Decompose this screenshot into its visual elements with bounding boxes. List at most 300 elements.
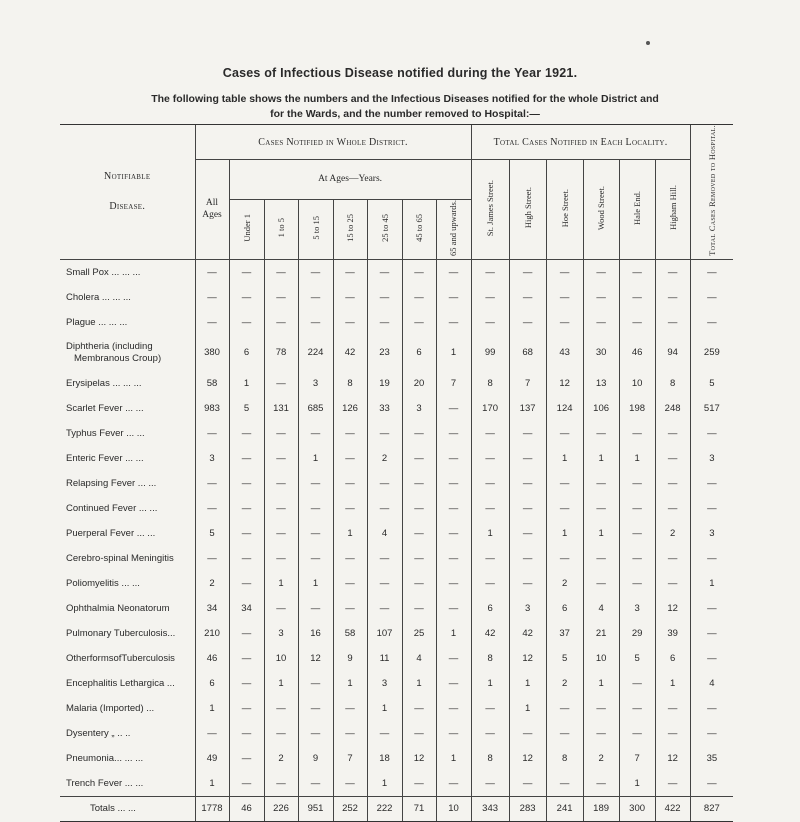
table-cell: — [509,571,546,596]
disease-name: Continued Fever ... ... [66,502,158,514]
removed-header-text: Total Cases Removed to Hospital. [706,125,717,256]
table-cell: — [509,310,546,335]
table-cell: 3 [619,596,655,621]
table-cell: — [229,496,264,521]
table-cell: 78 [264,335,298,371]
table-cell: 1 [583,446,619,471]
table-cell: — [655,721,690,746]
table-cell: 983 [195,396,229,421]
table-cell: — [229,259,264,285]
table-cell: 343 [471,796,509,821]
table-cell: 1 [509,696,546,721]
table-cell: — [298,596,333,621]
table-cell: 5 [619,646,655,671]
table-cell: — [264,471,298,496]
table-row [60,471,733,496]
disease-name: Plague ... ... ... [66,316,128,328]
table-cell: 685 [298,396,333,421]
table-cell: — [583,721,619,746]
age-header-65-upwards [436,199,471,259]
table-cell: 1 [619,446,655,471]
table-cell: — [471,546,509,571]
table-cell: — [367,546,402,571]
table-cell: 13 [583,371,619,396]
table-cell: 1 [367,696,402,721]
table-cell: 9 [298,746,333,771]
table-cell: — [264,371,298,396]
table-cell: 10 [583,646,619,671]
table-cell: 380 [195,335,229,371]
table-cell: — [298,546,333,571]
table-cell: — [333,310,367,335]
table-cell: 1 [195,696,229,721]
table-cell: 94 [655,335,690,371]
table-cell: — [436,421,471,446]
table-cell: 12 [509,646,546,671]
page-title: Cases of Infectious Disease notified during the Year 1921. [222,66,578,80]
table-cell: — [436,471,471,496]
disease-name: Puerperal Fever ... ... [66,527,156,539]
disease-name: Typhus Fever ... ... [66,427,145,439]
table-cell: 2 [655,521,690,546]
totals-label: Totals ... ... [60,796,195,821]
table-cell: — [298,696,333,721]
table-cell: 252 [333,796,367,821]
table-cell: 71 [402,796,436,821]
table-cell: 1 [298,446,333,471]
table-cell: — [546,546,583,571]
table-cell: 8 [471,371,509,396]
table-cell: — [402,596,436,621]
table-cell: — [655,259,690,285]
table-row [60,310,733,335]
table-cell: — [690,721,733,746]
page-subtitle [60,92,750,122]
table-cell: — [509,259,546,285]
table-cell: — [229,621,264,646]
table-cell: 3 [690,521,733,546]
table-cell: — [264,521,298,546]
table-cell: 5 [546,646,583,671]
table-cell: 10 [436,796,471,821]
disease-name-line-2: Membranous Croup) [74,352,162,364]
table-cell: — [436,285,471,310]
table-row [60,571,733,596]
table-cell: 1 [509,671,546,696]
table-cell: — [583,696,619,721]
disease-header-top: Notifiable [104,170,151,182]
table-cell: — [471,571,509,596]
table-cell: — [264,546,298,571]
table-cell: 7 [619,746,655,771]
table-cell: — [583,771,619,797]
table-cell: 224 [298,335,333,371]
table-cell: — [583,496,619,521]
table-cell: 68 [509,335,546,371]
table-cell: 19 [367,371,402,396]
table-cell: — [298,771,333,797]
table-cell: — [509,546,546,571]
table-cell: 8 [546,746,583,771]
table-cell: — [546,721,583,746]
disease-name: Pneumonia... ... ... [66,752,144,764]
table-cell: — [690,696,733,721]
table-cell: — [546,310,583,335]
table-cell: 1 [367,771,402,797]
table-cell: 3 [402,396,436,421]
table-cell: — [367,421,402,446]
table-cell: — [367,596,402,621]
table-cell: — [436,596,471,621]
locality-label: Hoe Street. [559,188,570,228]
locality-header-higham-hill [655,160,690,260]
table-row [60,259,733,285]
age-header-15-to-25 [333,199,367,259]
disease-name: Enteric Fever ... ... [66,452,144,464]
table-cell: — [619,571,655,596]
locality-label: Higham Hill. [667,185,678,231]
table-cell: — [298,496,333,521]
table-row [60,421,733,446]
locality-label: Wood Street. [596,185,607,230]
subtitle-line-2: for the Wards, and the number removed to Hospital:— [270,108,540,120]
table-cell: — [195,496,229,521]
table-cell: — [583,421,619,446]
table-cell: — [546,496,583,521]
table-cell: 1 [655,671,690,696]
table-cell: — [333,771,367,797]
table-cell: — [229,310,264,335]
table-cell: — [471,696,509,721]
age-header-25-to-45 [367,199,402,259]
table-cell: — [436,721,471,746]
table-cell: — [690,496,733,521]
table-cell: — [229,421,264,446]
table-cell: — [471,471,509,496]
table-cell: — [264,721,298,746]
table-cell: — [583,285,619,310]
table-cell: 4 [690,671,733,696]
table-cell: — [333,285,367,310]
disease-name: Ophthalmia Neonatorum [66,602,170,614]
table-cell: 6 [195,671,229,696]
table-cell: 259 [690,335,733,371]
table-row [60,371,733,396]
table-cell: 1 [195,771,229,797]
table-cell: 210 [195,621,229,646]
disease-name: Pulmonary Tuberculosis... [66,627,176,639]
table-cell: — [333,259,367,285]
locality-label: High Street. [522,187,533,229]
table-cell: 42 [471,621,509,646]
table-cell: — [436,496,471,521]
at-ages-header: At Ages—Years. [229,160,471,200]
table-cell: — [619,259,655,285]
table-cell: 2 [546,571,583,596]
table-cell: — [619,496,655,521]
all-ages-header [195,160,229,260]
table-cell: 3 [264,621,298,646]
table-cell: — [229,696,264,721]
table-cell: 8 [655,371,690,396]
infectious-disease-table [60,124,733,822]
table-cell: — [402,496,436,521]
table-cell: 189 [583,796,619,821]
table-cell: 3 [298,371,333,396]
table-cell: — [619,671,655,696]
table-cell: 11 [367,646,402,671]
printed-dot-mark [646,41,650,45]
table-cell: — [619,696,655,721]
table-cell: — [367,259,402,285]
table-cell: — [333,571,367,596]
disease-name: Cerebro-spinal Meningitis [66,552,174,564]
table-cell: — [655,421,690,446]
table-cell: — [333,546,367,571]
table-cell: — [264,310,298,335]
table-row [60,285,733,310]
table-cell: — [436,310,471,335]
table-cell: — [509,771,546,797]
table-cell: 18 [367,746,402,771]
table-cell: 39 [655,621,690,646]
age-label: 15 to 25 [345,213,355,242]
disease-name: Poliomyelitis ... ... [66,577,140,589]
table-row [60,335,733,371]
table-cell: — [436,259,471,285]
table-cell: 1 [546,521,583,546]
table-cell: — [195,421,229,446]
table-cell: 33 [367,396,402,421]
disease-name: Relapsing Fever ... ... [66,477,157,489]
table-cell: 131 [264,396,298,421]
age-label: 25 to 45 [379,213,390,242]
table-cell: — [690,771,733,797]
table-cell: — [583,571,619,596]
age-label: 1 to 5 [276,218,286,238]
table-cell: — [264,596,298,621]
table-cell: — [436,771,471,797]
table-cell: 4 [367,521,402,546]
table-cell: 1 [436,746,471,771]
table-cell: — [655,546,690,571]
table-cell: — [195,471,229,496]
table-cell: — [655,771,690,797]
table-cell: — [298,259,333,285]
table-cell: — [690,546,733,571]
table-cell: 126 [333,396,367,421]
table-cell: 46 [619,335,655,371]
table-cell: 2 [195,571,229,596]
table-cell: 2 [367,446,402,471]
table-row [60,646,733,671]
table-cell: — [402,571,436,596]
table-cell: 137 [509,396,546,421]
table-cell: 4 [402,646,436,671]
table-cell: — [471,285,509,310]
table-cell: — [264,421,298,446]
table-cell: — [436,446,471,471]
table-cell: — [264,496,298,521]
locality-label: Hale End. [632,190,643,225]
table-cell: 2 [264,746,298,771]
table-cell: 283 [509,796,546,821]
table-cell: — [583,546,619,571]
table-cell: — [619,721,655,746]
table-cell: — [655,310,690,335]
age-label: Under 1 [241,214,252,242]
table-row [60,696,733,721]
table-cell: — [436,571,471,596]
disease-name: Dysentery „ .. .. [66,727,131,739]
table-cell: 12 [655,596,690,621]
table-cell: — [367,496,402,521]
table-cell: — [229,671,264,696]
table-cell: — [402,285,436,310]
table-cell: — [471,259,509,285]
table-cell: — [402,521,436,546]
table-cell: — [298,421,333,446]
table-row [60,396,733,421]
table-cell: — [690,421,733,446]
table-cell: 58 [333,621,367,646]
table-cell: 8 [471,746,509,771]
table-cell: 1 [436,335,471,371]
disease-name: Malaria (Imported) ... [66,702,155,714]
table-cell: — [546,259,583,285]
table-body [60,259,733,821]
table-cell: 10 [264,646,298,671]
table-cell: — [367,471,402,496]
table-cell: — [436,546,471,571]
table-cell: — [298,471,333,496]
disease-column-header [60,125,195,260]
disease-name: Cholera ... ... ... [66,291,131,303]
table-cell: 1 [229,371,264,396]
table-cell: — [655,496,690,521]
table-cell: 42 [509,621,546,646]
table-cell: — [333,446,367,471]
totals-row [60,796,733,821]
table-cell: — [655,696,690,721]
table-cell: — [471,421,509,446]
table-cell: — [402,310,436,335]
table-cell: — [298,310,333,335]
table-cell: — [583,259,619,285]
table-cell: — [333,421,367,446]
table-cell: 12 [509,746,546,771]
table-cell: — [367,721,402,746]
disease-name: Scarlet Fever ... ... [66,402,144,414]
table-cell: — [402,259,436,285]
age-label: 65 and upwards. [448,199,459,256]
table-cell: 6 [402,335,436,371]
table-cell: — [471,446,509,471]
table-cell: 3 [509,596,546,621]
table-cell: — [333,596,367,621]
table-cell: — [690,646,733,671]
table-cell: 6 [229,335,264,371]
table-cell: 3 [367,671,402,696]
table-cell: 1 [471,521,509,546]
table-cell: 1 [436,621,471,646]
table-cell: — [402,471,436,496]
table-cell: 3 [690,446,733,471]
table-cell: 3 [195,446,229,471]
table-cell: 46 [229,796,264,821]
table-cell: — [690,621,733,646]
table-cell: 46 [195,646,229,671]
table-cell: 20 [402,371,436,396]
table-cell: — [509,471,546,496]
table-cell: 124 [546,396,583,421]
table-cell: 422 [655,796,690,821]
all-ages-header-text: All Ages [202,198,222,221]
table-cell: — [619,285,655,310]
disease-header-bottom: Disease. [109,200,146,212]
table-cell: — [333,471,367,496]
table-cell: — [436,396,471,421]
age-header-1-to-5 [264,199,298,259]
table-row [60,621,733,646]
table-cell: — [471,771,509,797]
table-cell: — [229,771,264,797]
locality-header-hale-end [619,160,655,260]
table-cell: — [367,571,402,596]
table-cell: 2 [546,671,583,696]
table-cell: — [655,471,690,496]
table-cell: — [333,496,367,521]
table-cell: 5 [229,396,264,421]
table-cell: 16 [298,621,333,646]
table-cell: — [690,471,733,496]
table-cell: — [509,496,546,521]
table-cell: — [195,721,229,746]
table-cell: 300 [619,796,655,821]
table-cell: 12 [298,646,333,671]
table-cell: — [264,259,298,285]
locality-header-st-james [471,160,509,260]
table-cell: — [546,696,583,721]
table-cell: — [298,721,333,746]
table-cell: — [367,285,402,310]
table-cell: — [546,285,583,310]
table-row [60,546,733,571]
table-cell: — [619,471,655,496]
table-cell: — [298,671,333,696]
table-cell: — [264,696,298,721]
table-row [60,521,733,546]
table-cell: — [229,746,264,771]
table-cell: — [509,446,546,471]
table-cell: 1 [264,671,298,696]
table-cell: — [509,721,546,746]
table-cell: 5 [690,371,733,396]
table-cell: — [229,285,264,310]
table-cell: 8 [333,371,367,396]
table-cell: — [229,646,264,671]
table-cell: — [367,310,402,335]
removed-to-hospital-header [690,125,733,260]
table-row [60,721,733,746]
table-cell: 29 [619,621,655,646]
table-cell: — [229,521,264,546]
locality-label: St. James Street. [485,179,496,237]
subtitle-line-1: The following table shows the numbers and the Infectious Diseases notified for the whole District and [151,93,659,105]
table-row [60,746,733,771]
age-label: 5 to 15 [310,216,321,240]
table-cell: — [229,721,264,746]
